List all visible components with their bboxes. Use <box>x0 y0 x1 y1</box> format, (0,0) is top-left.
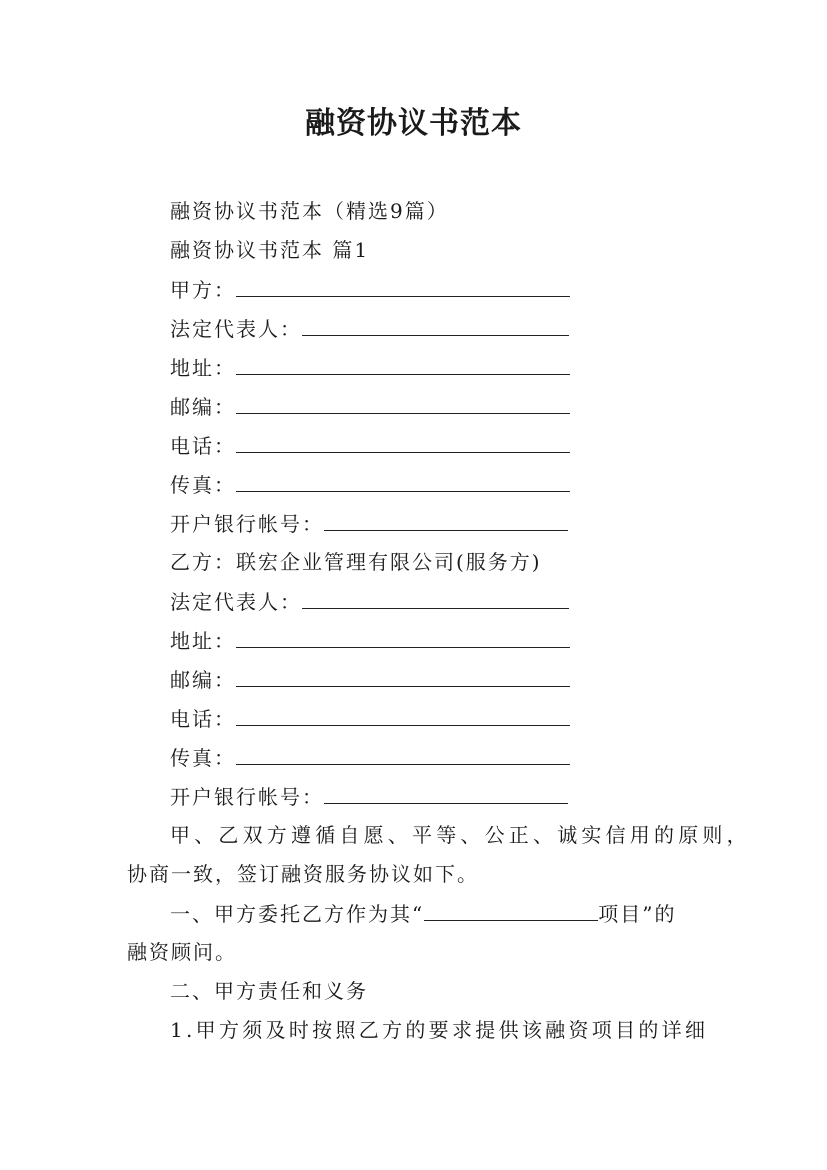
party-a-legal-rep-field <box>170 315 569 342</box>
party-a-fax-label: 传真： <box>170 473 236 497</box>
party-a-phone-label: 电话： <box>170 434 236 458</box>
clause-1-line-2: 融资顾问。 <box>127 940 237 964</box>
party-a-fax-blank <box>236 471 570 492</box>
party-a-postcode-field <box>170 393 570 420</box>
party-a-phone-field <box>170 432 570 459</box>
party-a-field <box>170 276 570 303</box>
party-a-address-blank <box>236 354 570 375</box>
section-heading: 融资协议书范本 篇1 <box>170 238 370 262</box>
party-b-legal-rep-label: 法定代表人： <box>170 590 302 614</box>
party-b-phone-field <box>170 705 570 732</box>
party-a-blank <box>236 276 570 297</box>
party-b-postcode-field <box>170 666 570 693</box>
party-a-label: 甲方： <box>170 278 236 302</box>
party-b-postcode-label: 邮编： <box>170 668 236 692</box>
party-b-fax-field <box>170 744 570 771</box>
party-a-bank-blank <box>324 510 568 531</box>
intro-line-1: 甲、乙双方遵循自愿、平等、公正、诚实信用的原则， <box>170 823 751 847</box>
party-b-address-field <box>170 627 570 654</box>
intro-line-2: 协商一致，签订融资服务协议如下。 <box>127 862 479 886</box>
document-title: 融资协议书范本 <box>305 106 522 141</box>
party-b-label: 乙方：联宏企业管理有限公司(服务方) <box>170 550 542 574</box>
party-b-bank-label: 开户银行帐号： <box>170 785 324 809</box>
party-b-bank-blank <box>324 783 568 804</box>
party-a-postcode-blank <box>236 393 570 414</box>
party-a-postcode-label: 邮编： <box>170 395 236 419</box>
party-a-legal-rep-blank <box>302 315 569 336</box>
party-b-bank-field <box>170 783 568 810</box>
party-b-legal-rep-field <box>170 588 569 615</box>
party-a-legal-rep-label: 法定代表人： <box>170 317 302 341</box>
party-b-postcode-blank <box>236 666 570 687</box>
party-b-fax-blank <box>236 744 570 765</box>
party-a-phone-blank <box>236 432 570 453</box>
party-a-address-label: 地址： <box>170 356 236 380</box>
party-b-address-label: 地址： <box>170 629 236 653</box>
party-a-fax-field <box>170 471 570 498</box>
clause-1-line-1 <box>170 900 676 927</box>
clause-2-heading: 二、甲方责任和义务 <box>170 979 368 1003</box>
party-b-phone-label: 电话： <box>170 707 236 731</box>
party-b-legal-rep-blank <box>302 588 569 609</box>
clause-1-post: 项目”的 <box>598 902 677 926</box>
party-b-phone-blank <box>236 705 570 726</box>
party-b-address-blank <box>236 627 570 648</box>
document-subtitle: 融资协议书范本（精选9篇） <box>170 199 449 223</box>
party-a-bank-label: 开户银行帐号： <box>170 512 324 536</box>
party-a-bank-field <box>170 510 568 537</box>
clause-2-item-1: 1.甲方须及时按照乙方的要求提供该融资项目的详细 <box>170 1018 709 1042</box>
party-a-address-field <box>170 354 570 381</box>
clause-1-project-blank <box>424 900 598 921</box>
party-b-fax-label: 传真： <box>170 746 236 770</box>
clause-1-pre: 一、甲方委托乙方作为其“ <box>170 902 425 926</box>
